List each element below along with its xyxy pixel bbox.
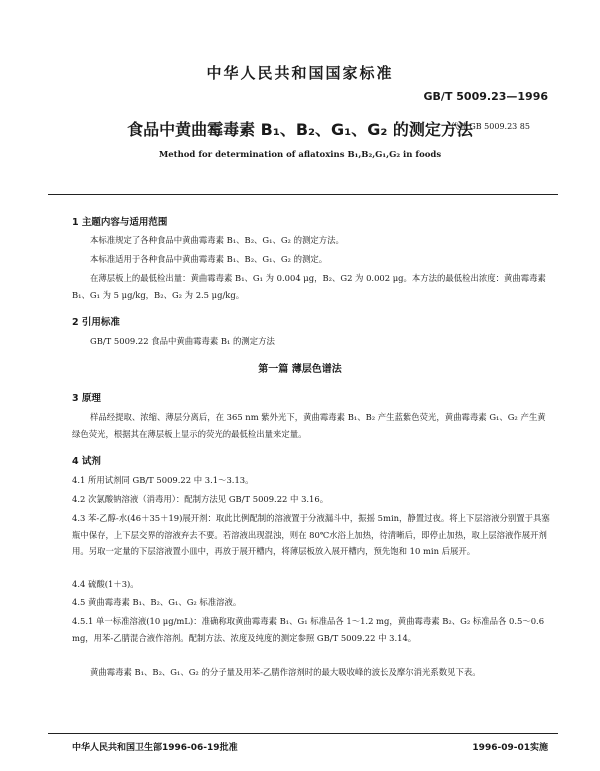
- effective-date: 1996-09-01实施: [472, 743, 548, 753]
- footer-divider: [48, 733, 558, 734]
- section-1-heading: 1 主题内容与适用范围: [72, 217, 168, 228]
- section-1-paragraph: 本标准规定了各种食品中黄曲霉毒素 B₁、B₂、G₁、G₂ 的测定方法。: [90, 235, 344, 245]
- issuing-organization: 中华人民共和国国家标准: [206, 64, 394, 82]
- section-4-paragraph: 黄曲霉毒素 B₁、B₂、G₁、G₂ 的分子量及用苯-乙腈作溶剂时的最大吸收峰的波长及摩尔消光系数见下表。: [90, 667, 481, 677]
- header-divider: [48, 194, 558, 195]
- reagent-item: 4.5.1 单一标准溶液(10 μg/mL)：准确称取黄曲霉毒素 B₁、G₁ 标准品各 1～1.2 mg，黄曲霉毒素 B₂、G₂ 标准品各 0.5～0.6 mg，用苯-乙腈混合液作溶剂。配制方法、浓度及纯度的测定参照 GB/T 5009.22 中 3.14。: [72, 616, 545, 643]
- section-1-paragraph: 在薄层板上的最低检出量：黄曲霉毒素 B₁、G₁ 为 0.004 μg，B₂、G2 为 0.002 μg。本方法的最低检出浓度：黄曲霉毒素 B₁、G₁ 为 5 μg/kg，B₂、G₂ 为 2.5 μg/kg。: [72, 273, 546, 300]
- replaces-note: 代替 GB 5009.23 85: [450, 122, 530, 131]
- reagent-item: 4.5 黄曲霉毒素 B₁、B₂、G₁、G₂ 标准溶液。: [72, 597, 242, 607]
- reagent-item: 4.2 次氯酸钠溶液（消毒用）：配制方法见 GB/T 5009.22 中 3.16。: [72, 494, 329, 504]
- document-title-english: Method for determination of aflatoxins B₁,B₂,G₁,G₂ in foods: [158, 150, 442, 160]
- standard-code: GB/T 5009.23—1996: [423, 90, 548, 103]
- reagent-item: 4.3 苯-乙醇-水(46＋35＋19)展开剂：取此比例配制的溶液置于分液漏斗中，振摇 5min，静置过夜。将上下层溶液分别置于具塞瓶中保存，上下层交界的溶液弃去不要。若溶液出现混浊，则在 80℃水浴上加热，待清晰后，即停止加热，取上层溶液作展开剂用。另取一定量的下层溶液置小皿中，再放于展开槽内，将薄层板放入展开槽内，预先饱和 10 min 后展开。: [72, 513, 550, 556]
- section-1-paragraph: 本标准适用于各种食品中黄曲霉毒素 B₁、B₂、G₁、G₂ 的测定。: [90, 254, 328, 264]
- section-3-paragraph: 样品经提取、浓缩、薄层分离后，在 365 nm 紫外光下，黄曲霉毒素 B₁、B₂ 产生蓝紫色荧光，黄曲霉毒素 G₁、G₂ 产生黄绿色荧光，根据其在薄层板上显示的荧光的最低检出量来定量。: [72, 412, 546, 439]
- approval-line: 中华人民共和国卫生部1996-06-19批准: [72, 743, 238, 753]
- reagent-item: 4.4 硫酸(1＋3)。: [72, 579, 139, 589]
- section-3-heading: 3 原理: [72, 393, 101, 404]
- section-4-heading: 4 试剂: [72, 456, 101, 467]
- part-heading: 第一篇 薄层色谱法: [258, 364, 342, 375]
- reagent-item: 4.1 所用试剂同 GB/T 5009.22 中 3.1～3.13。: [72, 475, 254, 485]
- document-title: 食品中黄曲霉毒素 B₁、B₂、G₁、G₂ 的测定方法: [127, 120, 473, 139]
- referenced-standard: GB/T 5009.22 食品中黄曲霉毒素 B₁ 的测定方法: [90, 336, 275, 346]
- section-2-heading: 2 引用标准: [72, 317, 120, 328]
